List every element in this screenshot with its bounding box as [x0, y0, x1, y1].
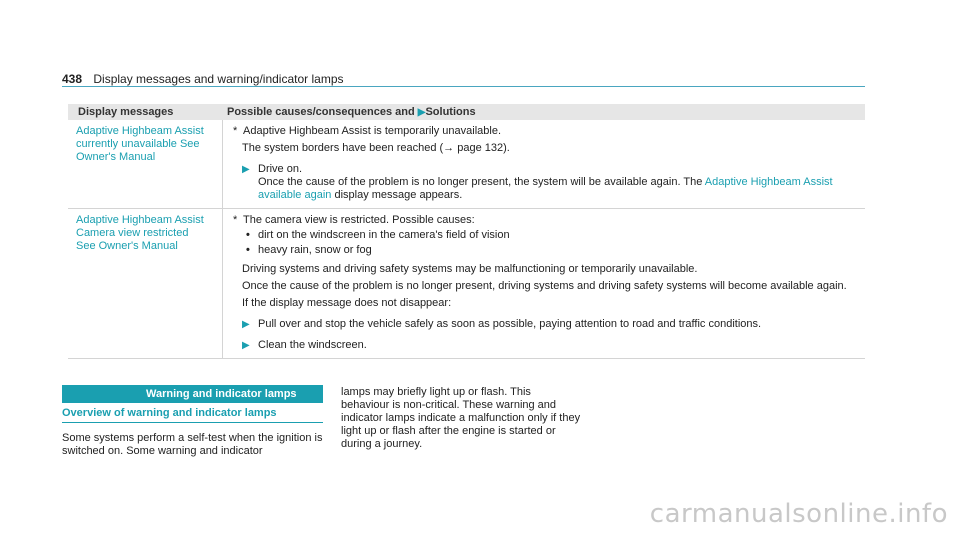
display-message-line: Adaptive Highbeam Assist	[76, 125, 204, 137]
list-item	[233, 244, 857, 257]
display-message-cell	[68, 120, 223, 208]
display-message-line: Owner's Manual	[76, 151, 156, 163]
step-arrow-icon: ▶	[242, 319, 250, 330]
display-message-line: See Owner's Manual	[76, 240, 178, 252]
display-message-cell	[68, 209, 223, 358]
step-arrow-icon: ▶	[242, 340, 250, 351]
cause-paragraph: If the display message does not disappear:	[242, 297, 452, 309]
step-text: display message appears.	[334, 189, 463, 201]
body-text-column-2: lamps may briefly light up or flash. This behaviour is non-critical. These warning and indicator lamps indicate a malfunction only if they light up or flash after the engine is started or during a journey.	[341, 386, 581, 450]
asterisk-icon: *	[233, 214, 238, 226]
column-header-display-messages: Display messages	[78, 105, 174, 118]
causes-cell	[223, 120, 865, 208]
step-text: Once the cause of the problem is no longer present, the system will be available again. The	[258, 176, 703, 188]
subsection-title: Overview of warning and indicator lamps	[62, 407, 323, 423]
display-message-line: currently unavailable See	[76, 138, 200, 150]
step-text: Clean the windscreen.	[258, 339, 367, 351]
display-message-line: Adaptive Highbeam Assist	[76, 214, 204, 226]
bullet-icon: •	[246, 229, 250, 241]
bullet-text: heavy rain, snow or fog	[258, 244, 372, 256]
bullet-icon: •	[246, 244, 250, 256]
cause-text: The system borders have been reached (→ page 132).	[242, 142, 510, 154]
step-text: Drive on.	[258, 163, 303, 175]
watermark: carmanualsonline.info	[649, 499, 948, 529]
solution-step	[233, 163, 857, 202]
display-message-line: Camera view restricted	[76, 227, 189, 239]
cause-paragraph: Driving systems and driving safety systems may be malfunctioning or temporarily unavailable.	[242, 263, 698, 275]
display-message-reference: Adaptive Highbeam Assist available again	[258, 176, 833, 201]
column-header-solutions-text: Solutions	[425, 105, 476, 118]
page-header-title: Display messages and warning/indicator lamps	[93, 72, 344, 86]
bullet-text: dirt on the windscreen in the camera's field of vision	[258, 229, 510, 241]
solution-arrow-icon: ▶	[417, 106, 426, 118]
step-text: Pull over and stop the vehicle safely as soon as possible, paying attention to road and traffic conditions.	[258, 318, 762, 330]
page-header	[62, 72, 344, 86]
solution-step	[233, 318, 857, 331]
cause-text: The camera view is restricted. Possible causes:	[243, 214, 475, 226]
body-text-column-1: Some systems perform a self-test when the ignition is switched on. Some warning and indicator	[62, 432, 323, 457]
display-messages-table	[68, 104, 865, 359]
list-item	[233, 229, 857, 242]
section-title: Warning and indicator lamps	[62, 385, 323, 403]
cause-paragraph: Once the cause of the problem is no longer present, driving systems and driving safety systems will become available again.	[242, 280, 847, 292]
cause-text: Adaptive Highbeam Assist is temporarily unavailable.	[243, 125, 502, 137]
table-row	[68, 120, 865, 209]
table-row	[68, 209, 865, 359]
causes-cell	[223, 209, 865, 358]
solution-step	[233, 339, 857, 352]
column-header-causes-text: Possible causes/consequences and	[227, 105, 415, 118]
column-header-causes	[223, 106, 865, 119]
asterisk-icon: *	[233, 125, 238, 137]
header-divider	[62, 86, 865, 87]
page-number: 438	[62, 72, 83, 86]
table-header	[68, 104, 865, 120]
step-arrow-icon: ▶	[242, 164, 250, 175]
